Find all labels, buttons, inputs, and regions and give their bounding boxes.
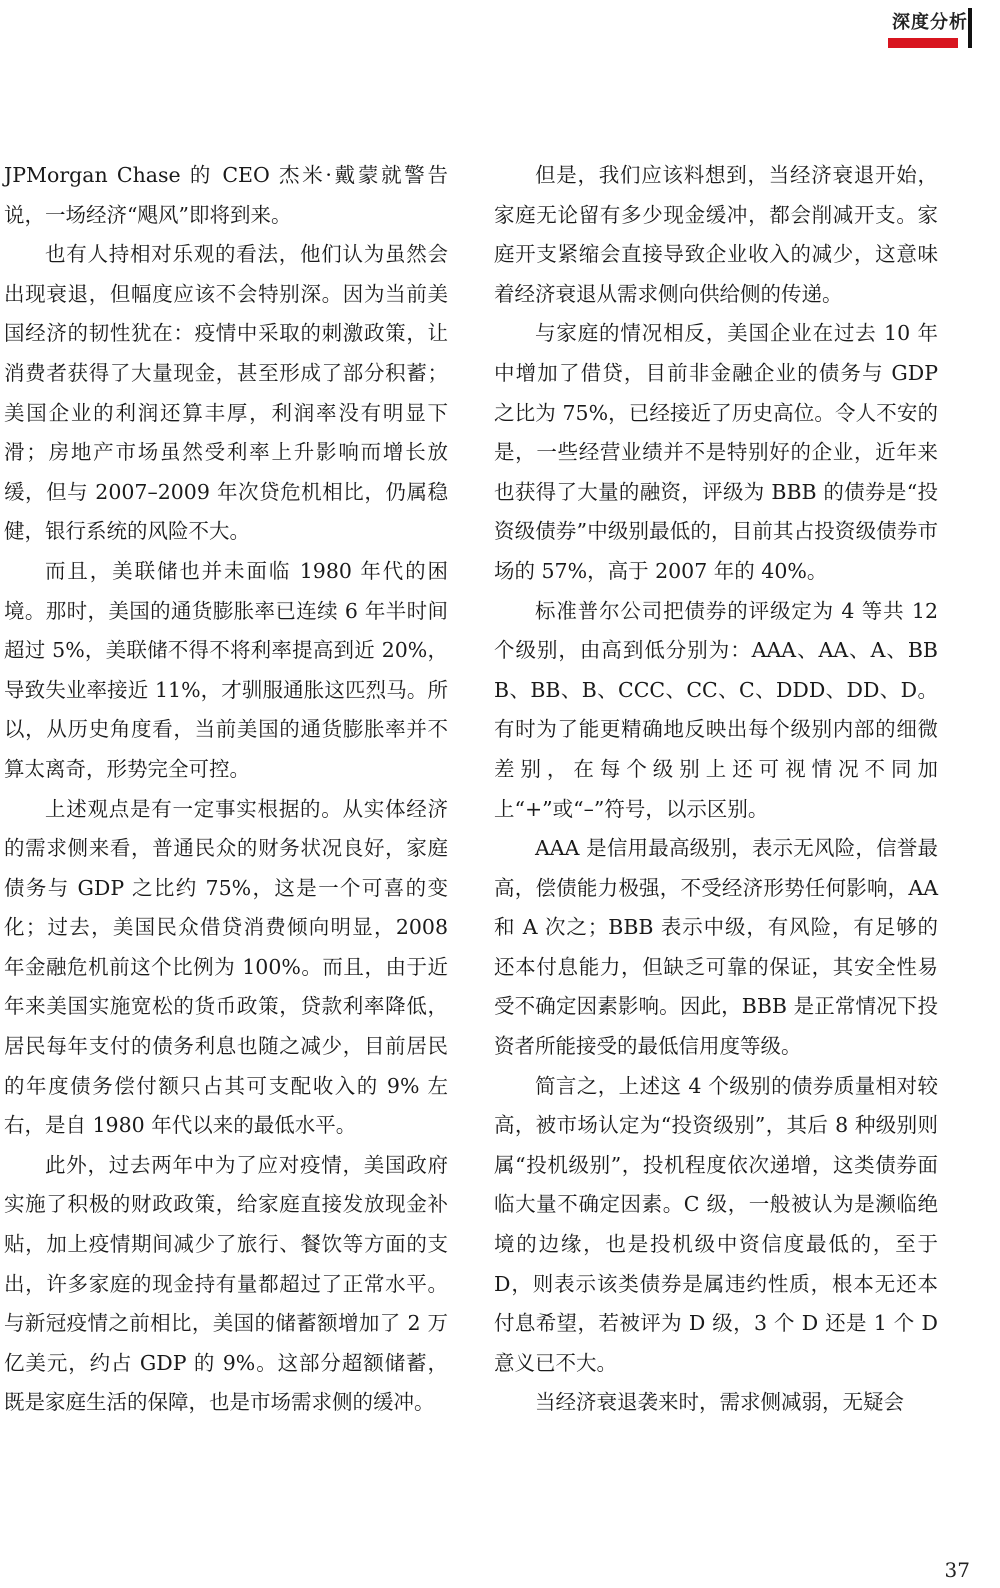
body-paragraph: 此外，过去两年中为了应对疫情，美国政府实施了积极的财政政策，给家庭直接发放现金补贴，加上疫情期间减少了旅行、餐饮等方面的支出，许多家庭的现金持有量都超过了正常水平。与新冠疫情之前相比，美国的储蓄额增加了 2 万亿美元，约占 GDP 的 9%。这部分超额储蓄，既是家庭生活的保障，也是市场需求侧的缓冲。	[4, 1152, 448, 1415]
body-paragraph: 与家庭的情况相反，美国企业在过去 10 年中增加了借贷，目前非金融企业的债务与 GDP 之比为 75%，已经接近了历史高位。令人不安的是，一些经营业绩并不是特别好的企业，近年来也获得了大量的融资，评级为 BBB 的债券是“投资级债券”中级别最低的，目前其占投资级债券市场的 57%，高于 2007 年的 40%。	[494, 321, 938, 583]
body-paragraph: JPMorgan Chase 的 CEO 杰米·戴蒙就警告说，一场经济“飓风”即将到来。	[4, 163, 448, 227]
body-paragraph: 当经济衰退袭来时，需求侧减弱，无疑会	[535, 1390, 904, 1415]
body-paragraph: 上述观点是有一定事实根据的。从实体经济的需求侧来看，普通民众的财务状况良好，家庭债务与 GDP 之比约 75%，这是一个可喜的变化；过去，美国民众借贷消费倾向明显，2008 年金融危机前这个比例为 100%。而且，由于近年来美国实施宽松的货币政策，贷款利率降低，居民每年支付的债务利息也随之减少，目前居民的年度债务偿付额只占其可支配收入的 9% 左右，是自 1980 年代以来的最低水平。	[4, 796, 448, 1138]
page-number: 37	[944, 1558, 970, 1582]
left-column	[4, 156, 448, 1423]
body-paragraph: 简言之，上述这 4 个级别的债券质量相对较高，被市场认定为“投资级别”，其后 8 种级别则属“投机级别”，投机程度依次递增，这类债券面临大量不确定因素。C 级，一般被认为是濒临绝境的边缘，也是投机级中资信度最低的，至于 D，则表示该类债券是属违约性质，根本无还本付息希望，若被评为 D 级，3 个 D 还是 1 个 D 意义已不大。	[494, 1073, 938, 1375]
body-paragraph: 但是，我们应该料想到，当经济衰退开始，家庭无论留有多少现金缓冲，都会削减开支。家庭开支紧缩会直接导致企业收入的减少，这意味着经济衰退从需求侧向供给侧的传递。	[494, 163, 938, 306]
body-paragraph: AAA 是信用最高级别，表示无风险，信誉最高，偿债能力极强，不受经济形势任何影响，AA 和 A 次之；BBB 表示中级，有风险，有足够的还本付息能力，但缺乏可靠的保证，其安全性易受不确定因素影响。因此，BBB 是正常情况下投资者所能接受的最低信用度等级。	[494, 836, 938, 1059]
section-title: 深度分析	[892, 12, 968, 33]
right-column	[494, 156, 938, 1423]
section-header	[888, 8, 972, 34]
body-paragraph: 也有人持相对乐观的看法，他们认为虽然会出现衰退，但幅度应该不会特别深。因为当前美国经济的韧性犹在：疫情中采取的刺激政策，让消费者获得了大量现金，甚至形成了部分积蓄；美国企业的利润还算丰厚，利润率没有明显下滑；房地产市场虽然受利率上升影响而增长放缓，但与 2007–2009 年次贷危机相比，仍属稳健，银行系统的风险不大。	[4, 242, 448, 544]
body-paragraph: 而且，美联储也并未面临 1980 年代的困境。那时，美国的通货膨胀率已连续 6 年半时间超过 5%，美联储不得不将利率提高到近 20%，导致失业率接近 11%，才驯服通胀这匹烈马。所以，从历史角度看，当前美国的通货膨胀率并不算太离奇，形势完全可控。	[4, 558, 448, 781]
section-accent-bar	[888, 38, 958, 48]
section-divider-line	[968, 8, 972, 48]
body-paragraph: 标准普尔公司把债券的评级定为 4 等共 12 个级别，由高到低分别为：AAA、AA、A、BBB、BB、B、CCC、CC、C、DDD、DD、D。有时为了能更精确地反映出每个级别内部的细微差别，在每个级别上还可视情况不同加上“+”或“–”符号，以示区别。	[494, 598, 938, 821]
